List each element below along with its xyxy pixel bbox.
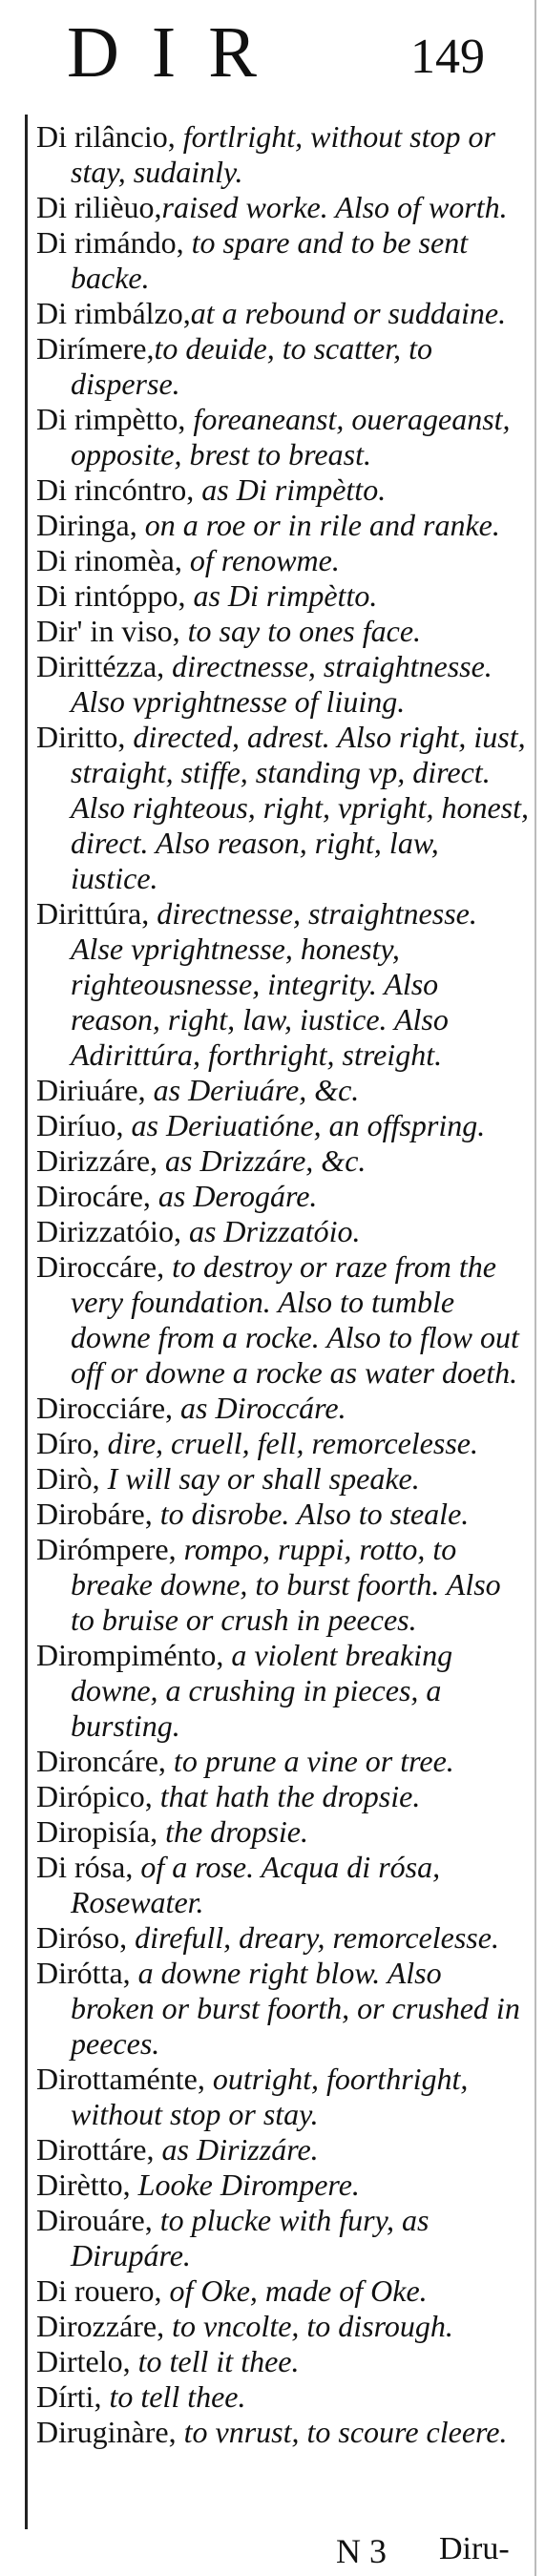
dictionary-entry — [36, 578, 531, 614]
entry-headword: Diritto, — [36, 720, 126, 754]
dictionary-entry — [36, 331, 531, 402]
entry-headword: Dirètto, — [36, 2168, 131, 2202]
entry-definition: direfull, dreary, remorcelesse. — [127, 1920, 499, 1955]
entry-definition: a downe right blow. Also broken or burst foorth, or crushed in peeces. — [71, 1956, 520, 2061]
entry-definition: foreaneanst, ouerageanst, opposite, brest to breast. — [71, 402, 511, 471]
entry-definition: outright, foorthright, without stop or stay. — [71, 2062, 469, 2131]
entry-definition: at a rebound or suddaine. — [190, 296, 507, 330]
dictionary-entry — [36, 190, 531, 225]
entry-definition: to say to ones face. — [179, 614, 422, 648]
page-number: 149 — [410, 30, 485, 84]
entry-headword: Dirouáre, — [36, 2203, 153, 2237]
entry-definition: as Di rimpètto. — [185, 578, 378, 613]
entry-definition: to vncolte, to disrough. — [164, 2309, 453, 2343]
dictionary-entries — [36, 119, 531, 2450]
entry-definition: directed, adrest. Also right, iust, straight, stiffe, standing vp, direct. Also righteous, right, vpright, honest, direct. Also reason, right, law, iustice. — [71, 720, 529, 895]
dictionary-entry — [36, 1426, 531, 1461]
entry-definition: a violent breaking downe, a crushing in pieces, a bursting. — [71, 1638, 453, 1743]
dictionary-entry — [36, 402, 531, 472]
entry-definition: directnesse, straightnesse. Alse vprightnesse, honesty, righteousnesse, integrity. Also reason, right, law, iustice. Also Adirittúra, forthright, streight. — [71, 896, 477, 1072]
dictionary-entry — [36, 508, 531, 543]
entry-definition: to vnrust, to scoure cleere. — [176, 2415, 508, 2449]
entry-definition: of Oke, made of Oke. — [161, 2273, 428, 2308]
entry-definition: as Dirizzáre. — [154, 2132, 319, 2167]
entry-headword: Dirocáre, — [36, 1179, 151, 1213]
entry-headword: Dirtelo, — [36, 2344, 131, 2378]
dictionary-entry — [36, 119, 531, 190]
dictionary-entry — [36, 225, 531, 296]
dictionary-entry — [36, 2168, 531, 2203]
entry-definition: I will say or shall speake. — [99, 1461, 420, 1496]
dictionary-entry — [36, 1638, 531, 1744]
entry-definition: to prune a vine or tree. — [165, 1744, 454, 1778]
entry-definition: dire, cruell, fell, remorcelesse. — [99, 1426, 478, 1460]
entry-headword: Dirizzatóio, — [36, 1214, 181, 1248]
entry-headword: Di rósa, — [36, 1850, 134, 1884]
entry-definition: Looke Dirompere. — [130, 2168, 360, 2202]
page-footer — [0, 2531, 545, 2576]
dictionary-entry — [36, 1814, 531, 1850]
dictionary-entry — [36, 1850, 531, 1920]
entry-headword: Diriuáre, — [36, 1073, 146, 1107]
entry-definition: to tell it thee. — [130, 2344, 300, 2378]
entry-headword: Dirocciáre, — [36, 1391, 174, 1425]
column-rule — [25, 115, 28, 2529]
entry-definition: as Derogáre. — [150, 1179, 318, 1213]
entry-definition: raised worke. Also of worth. — [161, 190, 508, 224]
dictionary-entry — [36, 2273, 531, 2309]
entry-definition: that hath the dropsie. — [152, 1779, 421, 1813]
dictionary-entry — [36, 1744, 531, 1779]
catchword: Diru- — [439, 2531, 510, 2566]
entry-headword: Diropisía, — [36, 1814, 158, 1849]
entry-headword: Dirótta, — [36, 1956, 131, 1990]
dictionary-entry — [36, 2309, 531, 2344]
entry-definition: fortlright, without stop or stay, sudainly. — [71, 119, 495, 189]
entry-headword: Díro, — [36, 1426, 100, 1460]
entry-definition: on a roe or in rile and ranke. — [136, 508, 500, 542]
dictionary-entry — [36, 1391, 531, 1426]
entry-headword: Dirottáre, — [36, 2132, 155, 2167]
entry-headword: Di rilièuo, — [36, 190, 162, 224]
running-head-word: DIR — [67, 12, 289, 93]
entry-headword: Dirópico, — [36, 1779, 153, 1813]
dictionary-entry — [36, 1108, 531, 1143]
entry-headword: Dirómpere, — [36, 1532, 177, 1566]
entry-headword: Dirittézza, — [36, 649, 165, 683]
entry-headword: Di rimándo, — [36, 225, 184, 260]
entry-headword: Di rinomèa, — [36, 543, 182, 577]
entry-headword: Dirímere, — [36, 331, 155, 366]
entry-definition: the dropsie. — [157, 1814, 308, 1849]
dictionary-entry — [36, 1179, 531, 1214]
entry-headword: Diringa, — [36, 508, 137, 542]
entry-definition: directnesse, straightnesse. Also vprightnesse of liuing. — [71, 649, 493, 719]
entry-definition: to deuide, to scatter, to disperse. — [71, 331, 433, 401]
entry-definition: rompo, ruppi, rotto, to breake downe, to burst foorth. Also to bruise or crush in peeces. — [71, 1532, 501, 1637]
entry-headword: Dir' in viso, — [36, 614, 180, 648]
dictionary-entry — [36, 1214, 531, 1249]
dictionary-entry — [36, 1532, 531, 1638]
entry-headword: Diróso, — [36, 1920, 128, 1955]
entry-headword: Dirò, — [36, 1461, 100, 1496]
entry-headword: Dirizzáre, — [36, 1143, 158, 1178]
entry-headword: Dironcáre, — [36, 1744, 166, 1778]
entry-definition: of renowme. — [181, 543, 340, 577]
dictionary-entry — [36, 1073, 531, 1108]
entry-definition: to spare and to be sent backe. — [71, 225, 469, 295]
entry-headword: Dirottaménte, — [36, 2062, 205, 2096]
dictionary-entry — [36, 896, 531, 1073]
dictionary-entry — [36, 1461, 531, 1497]
entry-headword: Dirompiménto, — [36, 1638, 224, 1672]
dictionary-entry — [36, 1249, 531, 1391]
dictionary-entry — [36, 2203, 531, 2273]
entry-definition: as Deriuatióne, an offspring. — [123, 1108, 486, 1142]
entry-definition: of a rose. Acqua di rósa, Rosewater. — [71, 1850, 441, 1919]
entry-definition: to destroy or raze from the very foundation. Also to tumble downe from a rocke. Also to flow out off or downe a rocke as water doeth. — [71, 1249, 519, 1390]
page-header — [0, 0, 545, 113]
dictionary-entry — [36, 1920, 531, 1956]
entry-headword: Diroccáre, — [36, 1249, 165, 1284]
entry-definition: as Drizzatóio. — [180, 1214, 361, 1248]
page-edge-rule — [535, 0, 536, 2576]
entry-headword: Dirittúra, — [36, 896, 150, 931]
entry-headword: Di rincóntro, — [36, 472, 195, 507]
entry-headword: Di rilâncio, — [36, 119, 176, 154]
dictionary-entry — [36, 1956, 531, 2062]
entry-headword: Di rimpètto, — [36, 402, 186, 436]
dictionary-entry — [36, 1143, 531, 1179]
entry-definition: as Di rimpètto. — [194, 472, 387, 507]
entry-headword: Di rimbálzo, — [36, 296, 191, 330]
entry-headword: Dirozzáre, — [36, 2309, 165, 2343]
entry-headword: Diríuo, — [36, 1108, 124, 1142]
entry-definition: as Deriuáre, &c. — [145, 1073, 360, 1107]
dictionary-entry — [36, 614, 531, 649]
entry-definition: as Diroccáre. — [173, 1391, 346, 1425]
dictionary-entry — [36, 472, 531, 508]
entry-headword: Dirobáre, — [36, 1497, 153, 1531]
dictionary-entry — [36, 1497, 531, 1532]
entry-headword: Dírti, — [36, 2379, 102, 2414]
dictionary-entry — [36, 720, 531, 896]
dictionary-entry — [36, 296, 531, 331]
dictionary-entry — [36, 2415, 531, 2450]
entry-definition: as Drizzáre, &c. — [157, 1143, 367, 1178]
entry-headword: Diruginàre, — [36, 2415, 177, 2449]
dictionary-entry — [36, 2344, 531, 2379]
dictionary-entry — [36, 2132, 531, 2168]
entry-headword: Di rouero, — [36, 2273, 162, 2308]
signature-mark: N 3 — [336, 2532, 387, 2570]
entry-definition: to tell thee. — [101, 2379, 246, 2414]
dictionary-entry — [36, 2379, 531, 2415]
entry-headword: Di rintóppo, — [36, 578, 186, 613]
dictionary-entry — [36, 543, 531, 578]
dictionary-entry — [36, 1779, 531, 1814]
entry-definition: to disrobe. Also to steale. — [152, 1497, 470, 1531]
dictionary-entry — [36, 649, 531, 720]
dictionary-entry — [36, 2062, 531, 2132]
entry-definition: to plucke with fury, as Dirupáre. — [71, 2203, 430, 2272]
